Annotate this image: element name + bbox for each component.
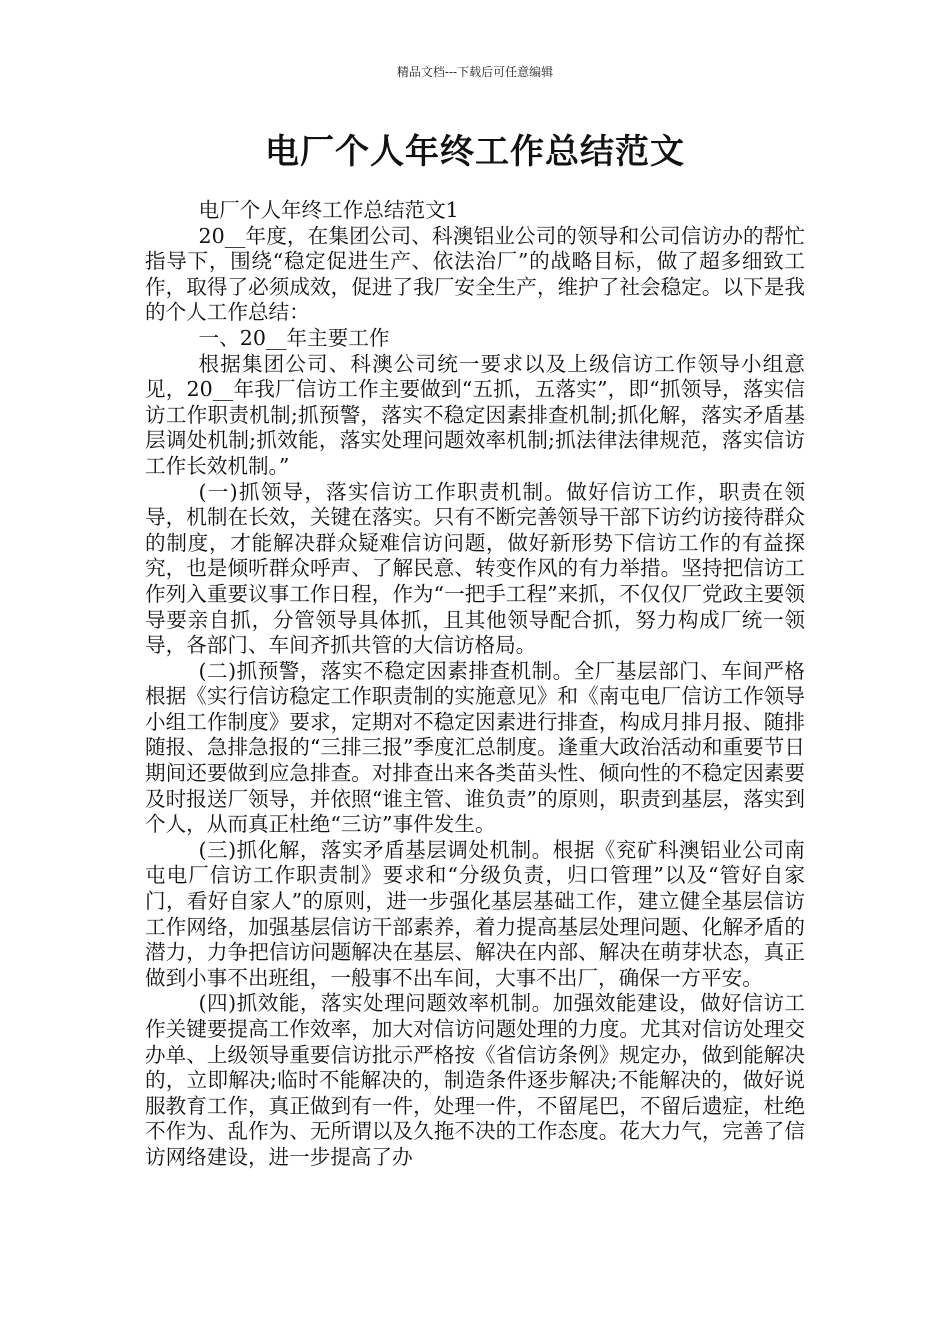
page-header: 精品文档---下载后可任意编辑 — [396, 65, 554, 79]
section-heading: 一、20__年主要工作 — [198, 325, 390, 350]
paragraph-item-2: (二)抓预警，落实不稳定因素排查机制。全厂基层部门、车间严格根据《实行信访稳定工作职责制的实施意见》和《南屯电厂信访工作领导小组工作制度》要求，定期对不稳定因素进行排查，构成月排月报、随排随报、急排急报的“三排三报”季度汇总制度。逢重大政治活动和重要节日期间还要做到应急排查。对排查出来各类苗头性、倾向性的不稳定因素要及时报送厂领导，并依照“谁主管、谁负责”的原则，职责到基层，落实到个人，从而真正杜绝“三访”事件发生。 — [145, 658, 805, 837]
paragraph-overview: 根据集团公司、科澳公司统一要求以及上级信访工作领导小组意见，20__年我厂信访工作主要做到“五抓，五落实”，即“抓领导，落实信访工作职责机制;抓预警，落实不稳定因素排查机制;抓化解，落实矛盾基层调处机制;抓效能，落实处理问题效率机制;抓法律法律规范，落实信访工作长效机制。” — [145, 351, 805, 478]
paragraph-item-4: (四)抓效能，落实处理问题效率机制。加强效能建设，做好信访工作关键要提高工作效率，加大对信访问题处理的力度。尤其对信访处理交办单、上级领导重要信访批示严格按《省信访条例》规定办，做到能解决的，立即解决;临时不能解决的，制造条件逐步解决;不能解决的，做好说服教育工作，真正做到有一件，处理一件，不留尾巴，不留后遗症，杜绝不作为、乱作为、无所谓以及久拖不决的工作态度。花大力气，完善了信访网络建设，进一步提高了办 — [145, 991, 805, 1169]
paragraph-item-3: (三)抓化解，落实矛盾基层调处机制。根据《兖矿科澳铝业公司南屯电厂信访工作职责制》要求和“分级负责，归口管理”以及“管好自家门，看好自家人”的原则，进一步强化基层基础工作，建立健全基层信访工作网络，加强基层信访干部素养，着力提高基层处理问题、化解矛盾的潜力，力争把信访问题解决在基层、解决在内部、解决在萌芽状态，真正做到小事不出班组，一般事不出车间，大事不出厂，确保一方平安。 — [145, 837, 805, 990]
paragraph-subtitle: 电厂个人年终工作总结范文1 — [198, 198, 459, 222]
paragraph-item-1: (一)抓领导，落实信访工作职责机制。做好信访工作，职责在领导，机制在长效，关键在落实。只有不断完善领导干部下访约访接待群众的制度，才能解决群众疑难信访问题，做好新形势下信访工作的有益探究，也是倾听群众呼声、了解民意、转变作风的有力举措。坚持把信访工作列入重要议事工作日程，作为“一把手工程”来抓，不仅仅厂党政主要领导要亲自抓，分管领导具体抓，且其他领导配合抓，努力构成厂统一领导，各部门、车间齐抓共管的大信访格局。 — [145, 479, 805, 658]
document-body — [145, 198, 805, 1171]
paragraph-intro: 20__年度，在集团公司、科澳铝业公司的领导和公司信访办的帮忙指导下，围绕“稳定促进生产、依法治厂”的战略目标，做了超多细致工作，取得了必须成效，促进了我厂安全生产，维护了社会稳定。以下是我的个人工作总结： — [145, 223, 805, 325]
document-title: 电厂个人年终工作总结范文 — [265, 132, 685, 172]
